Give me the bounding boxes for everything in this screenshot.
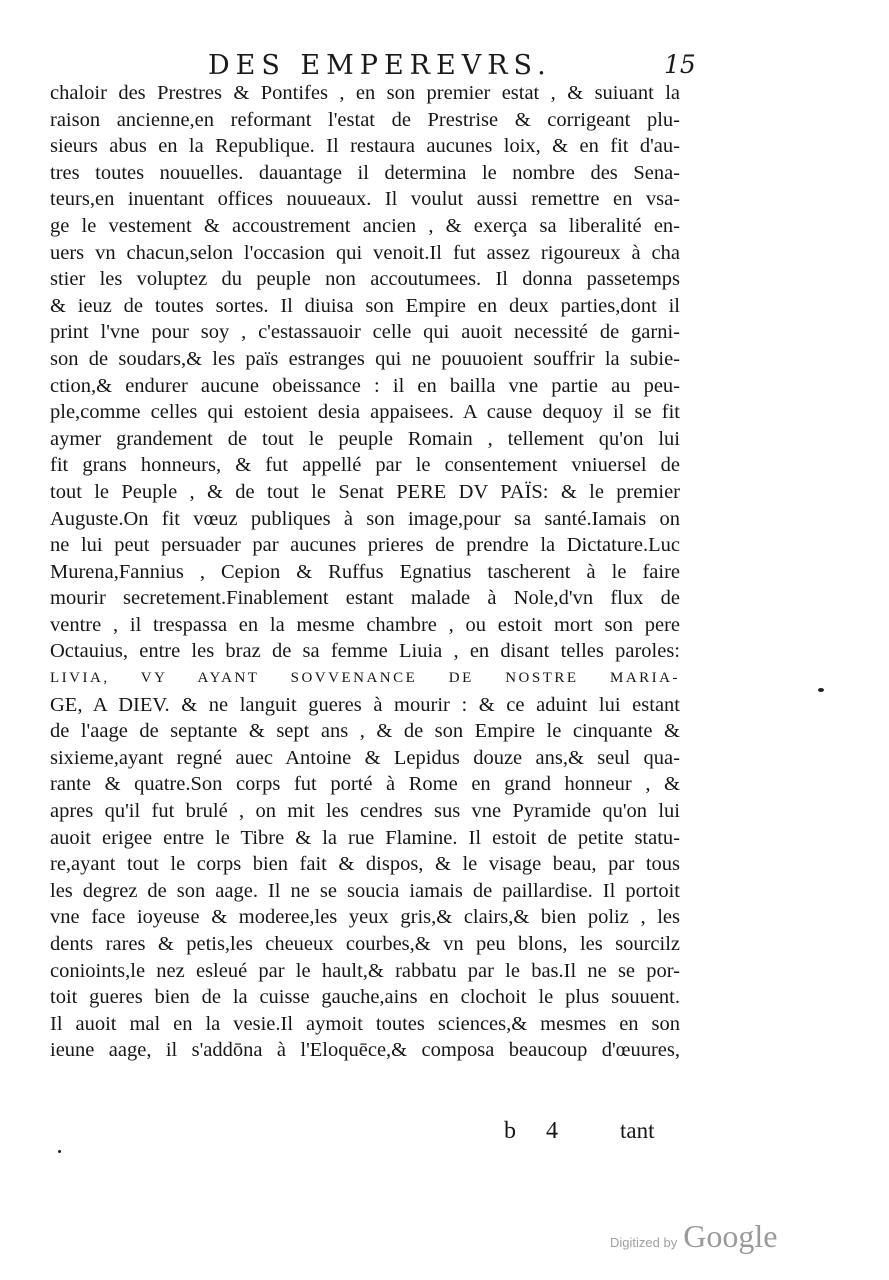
text-line: conioints,le nez esleué par le hault,& rabbatu par le bas.Il ne se por- (50, 959, 680, 982)
text-line: rante & quatre.Son corps fut porté à Rome en grand honneur , & (50, 773, 680, 796)
digitization-watermark (610, 1218, 777, 1255)
text-line: de l'aage de septante & sept ans , & de son Empire le cinquante & (50, 720, 680, 743)
text-line: ple,comme celles qui estoient desia appaisees. A cause dequoy il se fit (50, 401, 680, 424)
signature-mark: b 4 (504, 1118, 570, 1144)
text-line: GE, A DIEV. & ne languit gueres à mourir : & ce aduint lui estant (50, 693, 680, 716)
text-line: uers vn chacun,selon l'occasion qui venoit.Il fut assez rigoureux à cha (50, 241, 680, 264)
text-line: ventre , il trespassa en la mesme chambre , ou estoit mort son pere (50, 613, 680, 636)
ink-speck (58, 1150, 61, 1153)
text-line: ne lui peut persuader par aucunes prieres de prendre la Dictature.Luc (50, 534, 680, 557)
text-line: LIVIA, VY AYANT SOVVENANCE DE NOSTRE MARIA- (50, 670, 680, 687)
text-line: vne face ioyeuse & moderee,les yeux gris,& clairs,& bien poliz , les (50, 906, 680, 929)
page-number: 15 (664, 50, 696, 79)
text-line: son de soudars,& les païs estranges qui ne pouuoient souffrir la subie- (50, 347, 680, 370)
text-line: print l'vne pour soy , c'estassauoir celle qui auoit necessité de garni- (50, 321, 680, 344)
watermark-prefix: Digitized by (610, 1235, 678, 1250)
text-line: toit gueres bien de la cuisse gauche,ains en clochoit le plus souuent. (50, 986, 680, 1009)
text-line: sieurs abus en la Republique. Il restaura aucunes loix, & en fit d'au- (50, 135, 680, 158)
text-line: mourir secretement.Finablement estant malade à Nole,d'vn flux de (50, 587, 680, 610)
text-line: les degrez de son aage. Il ne se soucia iamais de paillardise. Il portoit (50, 879, 680, 902)
text-line: tout le Peuple , & de tout le Senat PERE DV PAÏS: & le premier (50, 480, 680, 503)
text-line: ction,& endurer aucune obeissance : il en bailla vne partie au peu- (50, 374, 680, 397)
ink-speck (818, 688, 824, 692)
text-line: teurs,en inuentant offices nouueaux. Il voulut aussi remettre en vsa- (50, 188, 680, 211)
text-line: aymer grandement de tout le peuple Romain , tellement qu'on lui (50, 427, 680, 450)
text-line: raison ancienne,en reformant l'estat de Prestrise & corrigeant plu- (50, 108, 680, 131)
text-line: chaloir des Prestres & Pontifes , en son premier estat , & suiuant la (50, 82, 680, 104)
text-line: apres qu'il fut brulé , on mit les cendres sus vne Pyramide qu'on lui (50, 800, 680, 823)
text-line: ieune aage, il s'addōna à l'Eloquēce,& composa beaucoup d'œuures, (50, 1039, 680, 1062)
text-line: & ieuz de toutes sortes. Il diuisa son Empire en deux parties,dont il (50, 294, 680, 317)
running-head: DES EMPEREVRS. (208, 50, 552, 81)
text-line: dents rares & petis,les cheueux courbes,& vn peu blons, les sourcilz (50, 933, 680, 955)
text-line: re,ayant tout le corps bien fait & dispos, & le visage beau, par tous (50, 853, 680, 876)
text-line: Auguste.On fit vœuz publiques à son image,pour sa santé.Iamais on (50, 507, 680, 530)
catchword: tant (620, 1118, 655, 1143)
text-line: fit grans honneurs, & fut appellé par le consentement vniuersel de (50, 454, 680, 477)
body-text (50, 80, 680, 1064)
text-line: auoit erigee entre le Tibre & la rue Flamine. Il estoit de petite statu- (50, 826, 680, 849)
text-line: Octauius, entre les braz de sa femme Liuia , en disant telles paroles: (50, 640, 680, 663)
text-line: Murena,Fannius , Cepion & Ruffus Egnatius tascherent à le faire (50, 560, 680, 583)
text-line: stier les voluptez du peuple non accoutumees. Il donna passetemps (50, 268, 680, 291)
text-line: ge le vestement & accoustrement ancien , & exerça sa liberalité en- (50, 214, 680, 237)
text-line: sixieme,ayant regné auec Antoine & Lepidus douze ans,& seul qua- (50, 746, 680, 769)
text-line: tres toutes nouuelles. dauantage il determina le nombre des Sena- (50, 161, 680, 184)
watermark-logo: Google (683, 1218, 778, 1254)
text-line: Il auoit mal en la vesie.Il aymoit toutes sciences,& mesmes en son (50, 1012, 680, 1035)
